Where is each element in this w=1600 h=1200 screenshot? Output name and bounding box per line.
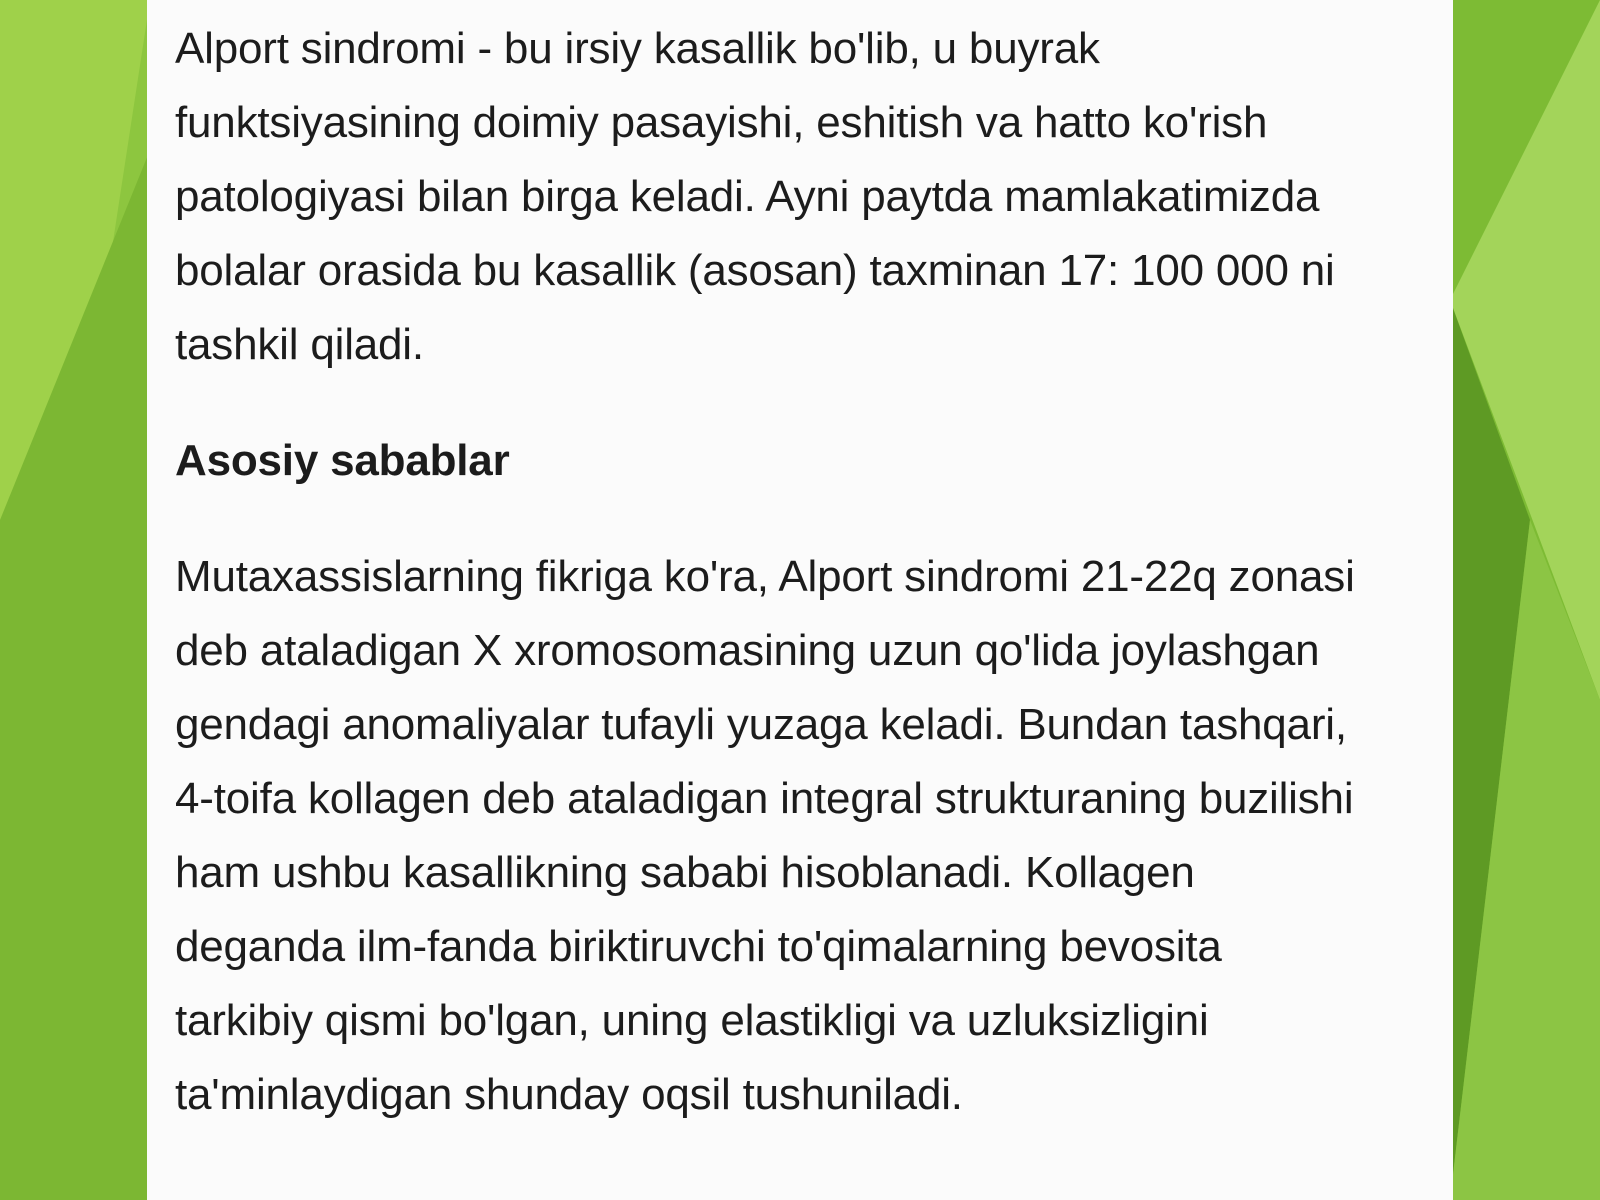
causes-line: ham ushbu kasallikning sababi hisoblanadi. Kollagen — [175, 848, 1195, 897]
article-content — [175, 12, 1453, 1132]
intro-paragraph — [175, 12, 1453, 382]
causes-line: Mutaxassislarning fikriga ko'ra, Alport sindromi 21-22q zonasi — [175, 552, 1355, 601]
intro-line: Alport sindromi - bu irsiy kasallik bo'lib, u buyrak — [175, 24, 1100, 73]
article-page — [147, 0, 1453, 1200]
section-heading: Asosiy sabablar — [175, 436, 510, 485]
causes-line: 4-toifa kollagen deb ataladigan integral strukturaning buzilishi — [175, 774, 1354, 823]
causes-line: deb ataladigan X xromosomasining uzun qo'lida joylashgan — [175, 626, 1320, 675]
causes-line: gendagi anomaliyalar tufayli yuzaga keladi. Bundan tashqari, — [175, 700, 1347, 749]
intro-line: funktsiyasining doimiy pasayishi, eshitish va hatto ko'rish — [175, 98, 1268, 147]
causes-line: ta'minlaydigan shunday oqsil tushuniladi. — [175, 1070, 963, 1119]
causes-line: deganda ilm-fanda biriktiruvchi to'qimalarning bevosita — [175, 922, 1222, 971]
intro-line: bolalar orasida bu kasallik (asosan) taxminan 17: 100 000 ni — [175, 246, 1335, 295]
causes-line: tarkibiy qismi bo'lgan, uning elastikligi va uzluksizligini — [175, 996, 1209, 1045]
intro-line: patologiyasi bilan birga keladi. Ayni paytda mamlakatimizda — [175, 172, 1320, 221]
intro-line: tashkil qiladi. — [175, 320, 424, 369]
causes-paragraph — [175, 540, 1453, 1132]
